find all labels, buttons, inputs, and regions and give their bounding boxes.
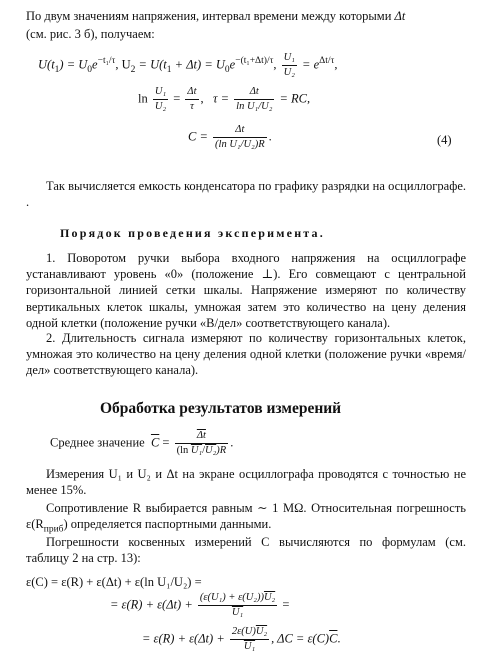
mean-fraction bbox=[175, 430, 229, 457]
intro-line-1 bbox=[26, 8, 405, 25]
err2-num bbox=[198, 592, 277, 606]
eq2-frac1-den: U₂ bbox=[154, 101, 167, 112]
mean-frac-den bbox=[175, 444, 229, 457]
eq1-i-sup: Δt/τ bbox=[319, 56, 335, 67]
eq2-frac3-num: Δt bbox=[234, 86, 274, 100]
resistance-sub: приб bbox=[43, 524, 64, 535]
eq1-a-sub: 1 bbox=[54, 64, 60, 75]
eq2-ln: ln bbox=[138, 91, 148, 106]
intro-line-2: (см. рис. 3 б), получаем: bbox=[26, 27, 155, 41]
mean-den-b: )R bbox=[216, 445, 227, 456]
mean-den-mid: / bbox=[202, 445, 206, 456]
eq1-g: e bbox=[229, 57, 236, 72]
err2-den: U₁ bbox=[231, 607, 244, 618]
eq2-comma: , bbox=[200, 91, 204, 106]
mean-frac-num: $\overline{\Delta t}$ bbox=[175, 430, 229, 444]
error-formula-2 bbox=[110, 592, 289, 619]
equation-number: (4) bbox=[437, 133, 452, 147]
eq1-b-sub: 0 bbox=[87, 64, 93, 75]
eq1-j: , bbox=[334, 57, 338, 72]
eq1-g-sup: −(t₁+Δt)/τ bbox=[235, 56, 274, 67]
equation-2 bbox=[138, 86, 310, 113]
heading-procedure: Порядок проведения эксперимента. bbox=[60, 226, 325, 240]
err2-a: = ε(R) + ε(Δt) + bbox=[110, 597, 193, 612]
resistance-text: Сопротивление R выбирается равным ∼ 1 MΩ. Относительная погрешность ε(R bbox=[26, 501, 466, 532]
intro-delta-t: Δt bbox=[394, 9, 406, 23]
err3-c: $\overline{C}$ bbox=[329, 631, 338, 646]
paragraph-capacity: Так вычисляется емкость конденсатора по графику разрядки на осциллографе. . bbox=[26, 179, 466, 210]
eq2-frac3-den: ln U₁/U₂ bbox=[236, 101, 273, 112]
mean-value-line bbox=[50, 430, 233, 457]
equation-1 bbox=[38, 52, 337, 79]
eq2-tail: = RC, bbox=[279, 91, 311, 106]
paragraph-indirect: Погрешности косвенных измерений C вычисляются по формулам (см. таблицу 2 на стр. 13): bbox=[26, 535, 466, 566]
mean-cbar: $\overline{C}$ bbox=[150, 435, 160, 450]
eq2-frac-1 bbox=[153, 86, 168, 113]
paragraph-step-2: 2. Длительность сигнала измеряют по количеству горизонтальных клеток, умножая это количество на цену деления одной клетки (положение ручки «время/дел» соответствующего канала). bbox=[26, 331, 466, 378]
mean-label: Среднее значение bbox=[50, 435, 145, 450]
resistance-tail: ) определяется паспортными данными. bbox=[63, 517, 272, 532]
eq1-b: ) = U bbox=[59, 57, 88, 72]
eq3-frac-den: (ln U₁/U₂)R bbox=[215, 139, 265, 150]
eq1-frac-den: U₂ bbox=[283, 67, 295, 78]
mean-den-u2: U₂ bbox=[205, 445, 217, 456]
eq1-frac-num: U₁ bbox=[282, 52, 297, 66]
err2-num-a: (ε(U₁) + ε(U₂)) bbox=[199, 592, 264, 603]
eq1-f-sub: 0 bbox=[224, 64, 230, 75]
equation-3 bbox=[188, 124, 272, 151]
err3-num bbox=[230, 626, 269, 640]
eq3-c: C = bbox=[188, 129, 208, 144]
err3-dot: . bbox=[337, 631, 341, 646]
err2-equals: = bbox=[282, 597, 290, 612]
mean-dot: . bbox=[230, 435, 234, 450]
eq1-fraction bbox=[282, 52, 297, 79]
mean-equals: = bbox=[162, 435, 170, 450]
intro-text: По двум значениям напряжения, интервал времени между которыми bbox=[26, 9, 392, 23]
eq3-frac-num: Δt bbox=[213, 124, 267, 138]
mean-den-u1: U₁ bbox=[190, 445, 203, 456]
eq2-tau: τ = bbox=[213, 91, 230, 106]
error-formula-1: ε(C) = ε(R) + ε(Δt) + ε(ln U₁/U₂) = bbox=[26, 575, 202, 589]
err2-fraction bbox=[198, 592, 277, 619]
eq1-i: = e bbox=[302, 57, 320, 72]
eq2-frac2-num: Δt bbox=[185, 86, 198, 100]
err3-num-b: U₂ bbox=[255, 626, 268, 637]
paragraph-step-1: 1. Поворотом ручки выбора входного напряжения на осциллографе устанавливают уровень «0» (положение ⊥). Его совмещают с центральной горизонтальной линией сетки шкалы. Напряжение измеряют по количеству вертикальных клеток шкалы, умножая затем это количество на цену деления одной клетки (положение ручки «В/дел» соответствующего канала). bbox=[26, 251, 466, 330]
eq3-fraction bbox=[213, 124, 267, 151]
err3-num-a: 2ε(U) bbox=[231, 626, 256, 637]
err2-num-b: U₂ bbox=[263, 592, 276, 603]
eq1-c: e bbox=[92, 57, 98, 72]
error-formula-3 bbox=[142, 626, 341, 653]
eq3-dot: . bbox=[268, 129, 272, 144]
paragraph-resistance bbox=[26, 500, 466, 538]
err3-den: U₁ bbox=[243, 641, 256, 652]
eq2-equals: = bbox=[173, 91, 181, 106]
eq2-frac1-num: U₁ bbox=[153, 86, 168, 100]
eq1-e: = U(t bbox=[135, 57, 167, 72]
err3-a: = ε(R) + ε(Δt) + bbox=[142, 631, 225, 646]
eq1-d-sub: 2 bbox=[130, 64, 136, 75]
eq1-c-sup: −t₁/τ bbox=[97, 56, 116, 67]
err3-fraction bbox=[230, 626, 269, 653]
eq2-frac-2 bbox=[185, 86, 198, 113]
eq1-d: , U bbox=[115, 57, 131, 72]
paragraph-measurement: Измерения U₁ и U₂ и Δt на экране осциллографа проводятся с точностью не менее 15%. bbox=[26, 467, 466, 498]
eq1-f: + Δt) = U bbox=[171, 57, 225, 72]
eq1-e-sub: 1 bbox=[166, 64, 172, 75]
eq1-h: , bbox=[273, 57, 277, 72]
eq1-a: U(t bbox=[38, 57, 55, 72]
section-title-processing: Обработка результатов измерений bbox=[100, 400, 342, 417]
err3-b: , ΔC = ε(C) bbox=[271, 631, 330, 646]
eq2-frac2-den: τ bbox=[190, 101, 194, 112]
mean-den-a: (ln bbox=[176, 445, 191, 456]
eq2-frac-3 bbox=[234, 86, 274, 113]
